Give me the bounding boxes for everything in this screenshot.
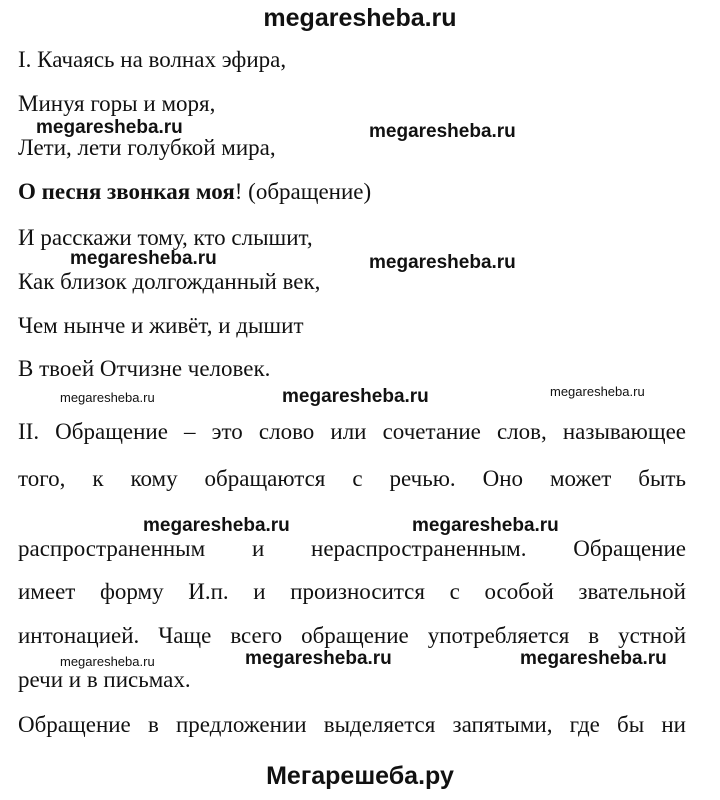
address-note: ! (обращение) <box>234 179 372 204</box>
watermark: megaresheba.ru <box>520 648 667 669</box>
poem-line: I. Качаясь на волнах эфира, <box>18 47 287 72</box>
poem-line: Чем нынче и живёт, и дышит <box>18 313 304 338</box>
poem-line: Минуя горы и моря, <box>18 91 216 116</box>
poem-line-address <box>18 178 371 206</box>
watermark: megaresheba.ru <box>369 252 516 273</box>
watermark: megaresheba.ru <box>36 117 183 138</box>
paragraph-line: Обращение в предложении выделяется запятыми, где бы ни <box>18 712 686 737</box>
paragraph-line: имеет форму И.п. и произносится с особой звательной <box>18 579 686 604</box>
watermark: megaresheba.ru <box>550 384 645 399</box>
paragraph-line: II. Обращение – это слово или сочетание слов, называющее <box>18 419 686 444</box>
watermark: megaresheba.ru <box>282 386 429 407</box>
paragraph-line: распространенным и нераспространенным. Обращение <box>18 536 686 561</box>
watermark: megaresheba.ru <box>60 654 155 669</box>
watermark: megaresheba.ru <box>369 121 516 142</box>
poem-line: Как близок долгожданный век, <box>18 269 321 294</box>
watermark: megaresheba.ru <box>143 515 290 536</box>
paragraph-line: интонацией. Чаще всего обращение употребляется в устной <box>18 623 686 648</box>
watermark: megaresheba.ru <box>70 248 217 269</box>
poem-line: В твоей Отчизне человек. <box>18 356 271 381</box>
poem-line: И расскажи тому, кто слышит, <box>18 225 313 250</box>
paragraph-line: речи и в письмах. <box>18 667 191 692</box>
watermark: megaresheba.ru <box>60 390 155 405</box>
address-highlight: О песня звонкая моя <box>18 179 235 204</box>
watermark: megaresheba.ru <box>412 515 559 536</box>
watermark-header: megaresheba.ru <box>263 4 457 32</box>
watermark: megaresheba.ru <box>245 648 392 669</box>
poem-line: Лети, лети голубкой мира, <box>18 135 276 160</box>
watermark-footer: Мегарешеба.ру <box>266 762 454 790</box>
paragraph-line: того, к кому обращаются с речью. Оно может быть <box>18 466 686 491</box>
